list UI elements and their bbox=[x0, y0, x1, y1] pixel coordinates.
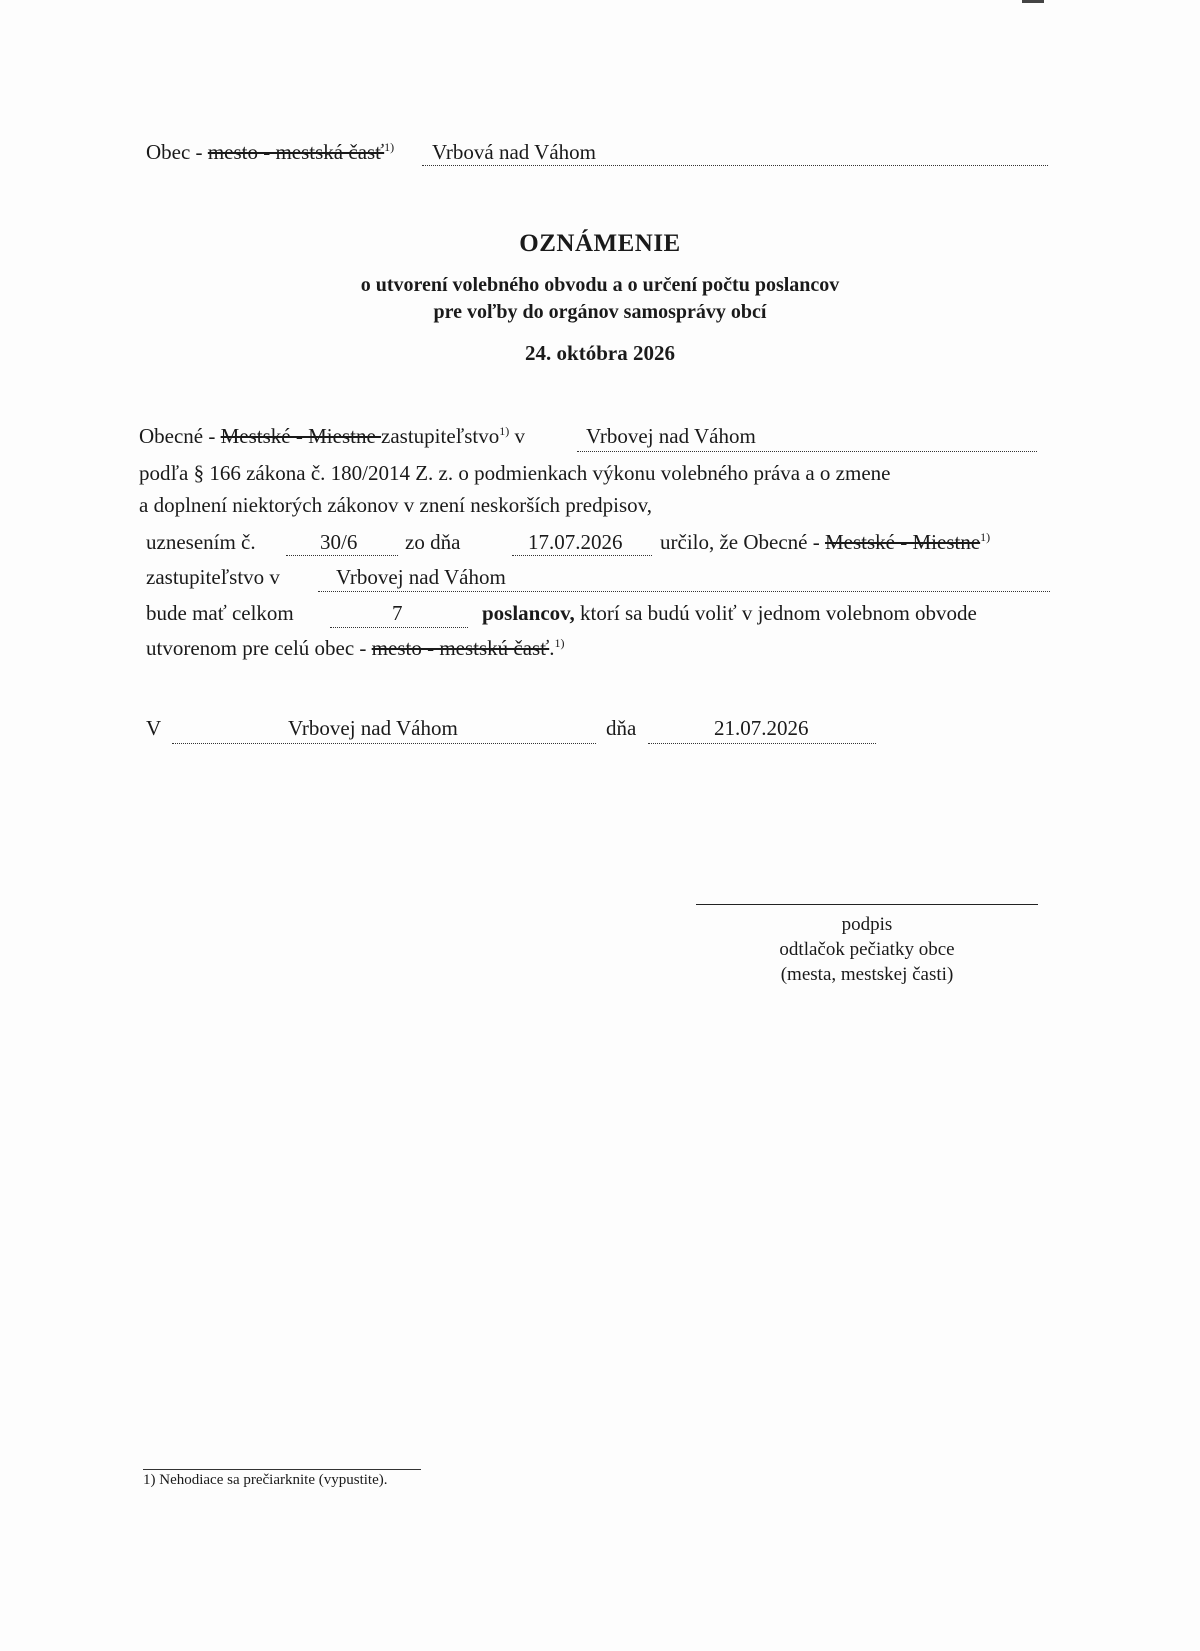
signature-line bbox=[696, 904, 1038, 905]
signing-place: Vrbovej nad Váhom bbox=[288, 716, 458, 740]
footnote-divider bbox=[143, 1469, 421, 1470]
council-struck-options: Mestské - Miestne bbox=[220, 424, 382, 448]
council-intro bbox=[139, 424, 525, 449]
council-location-label: zastupiteľstvo v bbox=[146, 565, 280, 589]
district-scope-period: . bbox=[549, 636, 555, 660]
deputies-word: poslancov, bbox=[482, 601, 575, 625]
council-place-dotted-line bbox=[577, 451, 1037, 452]
district-struck-options: mesto - mestskú časť bbox=[371, 636, 550, 660]
header-prefix: Obec - bbox=[146, 140, 208, 164]
district-scope-prefix: utvorenom pre celú obec - bbox=[146, 636, 372, 660]
deputy-count-dotted-line bbox=[330, 627, 468, 628]
signing-date-dotted-line bbox=[648, 743, 876, 744]
header-municipality: Vrbová nad Váhom bbox=[432, 140, 596, 164]
council-footnote-ref: 1) bbox=[499, 424, 510, 438]
footnote: 1) Nehodiace sa prečiarknite (vypustite). bbox=[143, 1472, 388, 1488]
resolution-number-dotted-line bbox=[286, 555, 398, 556]
resolution-label: uznesením č. bbox=[146, 530, 256, 554]
deputy-count-rest: ktorí sa budú voliť v jednom volebnom obvode bbox=[574, 601, 977, 625]
decided-footnote-ref: 1) bbox=[980, 530, 991, 544]
election-date: 24. októbra 2026 bbox=[525, 341, 675, 365]
decided-text: určilo, že Obecné - bbox=[660, 530, 825, 554]
signature-caption: podpis bbox=[841, 914, 893, 935]
decided-clause bbox=[660, 530, 990, 555]
legal-basis-line-2: a doplnení niektorých zákonov v znení neskorších predpisov, bbox=[139, 493, 653, 517]
scan-mark bbox=[1022, 0, 1044, 3]
deputy-count-label: bude mať celkom bbox=[146, 601, 294, 625]
council-location-dotted-line bbox=[318, 591, 1050, 592]
deputy-count-suffix bbox=[482, 601, 977, 626]
resolution-date-dotted-line bbox=[512, 555, 652, 556]
place-dotted-line bbox=[172, 743, 596, 744]
council-v: v bbox=[509, 424, 525, 448]
council-place: Vrbovej nad Váhom bbox=[586, 424, 756, 448]
stamp-caption-detail: (mesta, mestskej časti) bbox=[780, 964, 954, 985]
place-label: V bbox=[146, 716, 162, 740]
district-footnote-ref: 1) bbox=[554, 636, 565, 650]
deputy-count: 7 bbox=[392, 601, 403, 625]
resolution-date-label: zo dňa bbox=[405, 530, 461, 554]
legal-basis-line: podľa § 166 zákona č. 180/2014 Z. z. o podmienkach výkonu volebného práva a o zmene bbox=[139, 461, 891, 485]
title-line-1: o utvorení volebného obvodu a o určení počtu poslancov bbox=[360, 274, 840, 296]
document-title: OZNÁMENIE bbox=[519, 230, 681, 257]
signing-date-label: dňa bbox=[606, 716, 637, 740]
decided-struck-options: Mestské - Miestne bbox=[825, 530, 981, 554]
signing-date: 21.07.2026 bbox=[714, 716, 809, 740]
resolution-date: 17.07.2026 bbox=[528, 530, 623, 554]
header-label bbox=[146, 140, 394, 165]
header-dotted-line bbox=[422, 165, 1048, 166]
stamp-caption: odtlačok pečiatky obce bbox=[779, 939, 955, 960]
header-struck-options: mesto - mestská časť bbox=[207, 140, 385, 164]
council-location: Vrbovej nad Váhom bbox=[336, 565, 506, 589]
header-footnote-ref: 1) bbox=[384, 140, 395, 154]
council-prefix: Obecné - bbox=[139, 424, 221, 448]
resolution-number: 30/6 bbox=[320, 530, 358, 554]
council-word: zastupiteľstvo bbox=[381, 424, 500, 448]
title-line-2: pre voľby do orgánov samosprávy obcí bbox=[433, 301, 767, 323]
district-scope-line bbox=[146, 636, 564, 661]
